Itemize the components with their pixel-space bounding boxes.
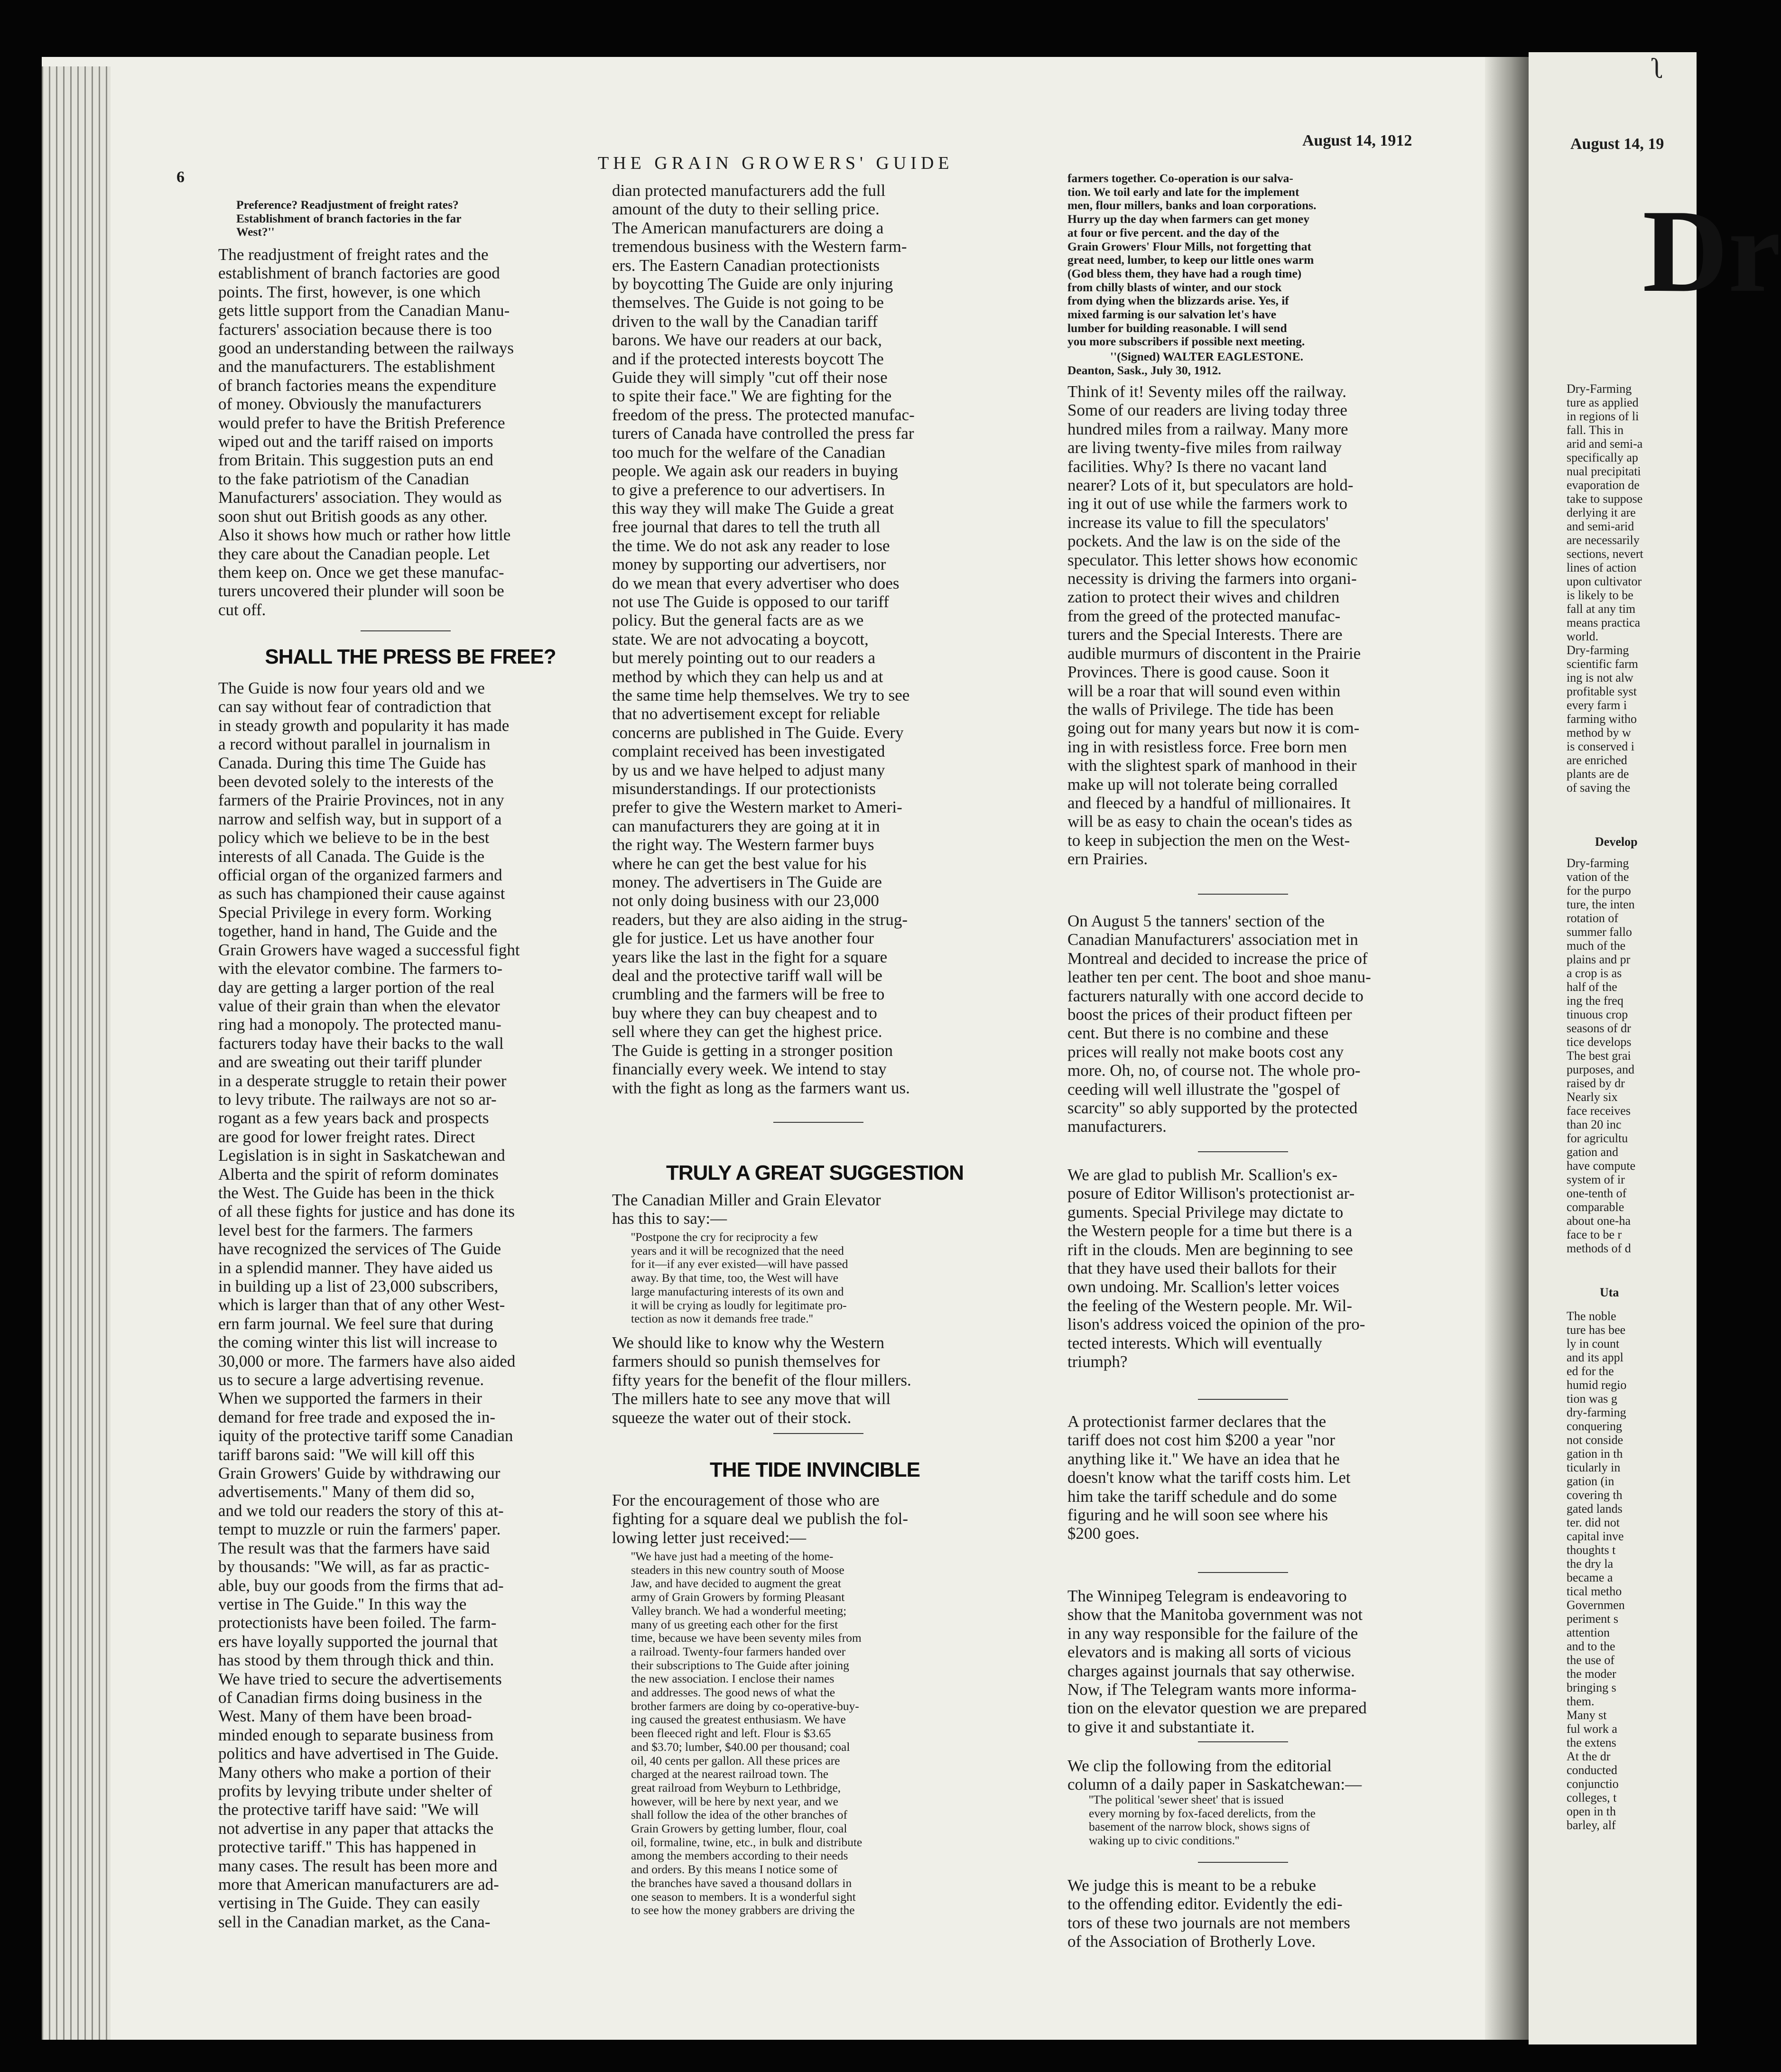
masthead-title: THE GRAIN GROWERS' GUIDE (598, 153, 954, 173)
section-divider (773, 1122, 863, 1123)
col1-lead-quote: Preference? Readjustment of freight rates? Establishment of branch factories in the far West?'' (236, 198, 462, 239)
heading-shall-the-press-be-free: SHALL THE PRESS BE FREE? (265, 645, 556, 668)
section-divider (1198, 1399, 1288, 1400)
page-gutter-shadow (1485, 57, 1529, 2040)
heading-truly-a-great-suggestion: TRULY A GREAT SUGGESTION (666, 1161, 964, 1184)
section-divider (1198, 1151, 1288, 1152)
adjacent-page-column-1: Dry-Farming ture as applied in regions of li fall. This in arid and semi-a specifically ap nual precipitati evaporation de take to suppose derlying it are and semi-arid are necessarily sections, nevert lines of action upon cultivator is likely to be fall at any tim means practica world. Dry-farming scientific farm ing is not alw profitable syst every farm i farming witho method by w is conserved i are enriched plants are de of saving the (1567, 382, 1643, 795)
adjacent-page-title: Dr (1642, 185, 1781, 317)
col1-paragraph-1: The readjustment of freight rates and the establishment of branch factories are good points. The first, however, is one which gets little support from the Canadian Manu- facturers' association because there is too good an understanding between the railways and the manufacturers. The establishment of branch factories means the expenditure of money. Obviously the manufacturers would prefer to have the British Preference wiped out and the tariff raised on imports from Britain. This suggestion puts an end to the fake patriotism of the Canadian Manufacturers' association. They would as soon shut out British goods as any other. Also it shows how much or rather how little they care about the Canadian people. Let them keep on. Once we get these manufac- turers uncovered their plunder will soon be cut off. (218, 245, 514, 619)
letter-dateline: Deanton, Sask., July 30, 1912. (1067, 363, 1221, 377)
col2-paragraph-4: For the encouragement of those who are fighting for a square deal we publish the fol- lowing letter just received:— (612, 1491, 908, 1547)
col2-paragraph-2: The Canadian Miller and Grain Elevator has this to say:— (612, 1191, 881, 1228)
col3-paragraph-2: On August 5 the tanners' section of the Canadian Manufacturers' association met in Montreal and decided to increase the price of leather ten per cent. The boot and shoe manu- facturers naturally with one accord decide to boost the prices of their product fifteen per cent. But there is no combine and these prices will really not make boots cost any more. Oh, no, of course not. The whole pro- ceeding will well illustrate the ''gospel of scarcity'' so ably supported by the protected manufacturers. (1067, 912, 1371, 1136)
section-divider (1198, 894, 1288, 895)
col3-paragraph-7: We judge this is meant to be a rebuke to the offending editor. Evidently the edi- tors of these two journals are not members of the Association of Brotherly Love. (1067, 1876, 1350, 1951)
adjacent-page-column-2: Dry-farming vation of the for the purpo ture, the inten rotation of summer fallo much of the plains and pr a crop is as half of the ing the freq tinuous crop seasons of dr tice develops The best grai purposes, and raised by dr Nearly six face receives than 20 inc for agricultu gation and have compute system of ir one-tenth of comparable about one-ha face to be r methods of d (1567, 856, 1636, 1255)
page-number: 6 (176, 168, 185, 186)
col3-paragraph-6: We clip the following from the editorial column of a daily paper in Saskatchewan:— (1067, 1757, 1362, 1794)
heading-the-tide-invincible: THE TIDE INVINCIBLE (709, 1458, 920, 1481)
section-divider (1198, 1741, 1288, 1742)
adjacent-page-subhead-1: Develop (1595, 835, 1638, 849)
book-binding-edge (42, 66, 111, 2040)
col3-paragraph-3: We are glad to publish Mr. Scallion's ex- posure of Editor Willison's protectionist ar- guments. Special Privilege may dictate to the Western people for a time but there is a rift in the clouds. Men are beginning to see that they have used their ballots for their own undoing. Mr. Scallion's letter voices the feeling of the Western people. Mr. Wil- lison's address voiced the opinion of the pro- tected interests. Which will eventually triumph? (1067, 1166, 1365, 1371)
letter-signature: ''(Signed) WALTER EAGLESTONE. (1110, 350, 1303, 363)
adjacent-page-fragment (1529, 52, 1781, 2044)
col3-letter-continued: farmers together. Co-operation is our salva- tion. We toil early and late for the implement men, flour millers, banks and loan corporations. Hurry up the day when farmers can get money at four or five percent. and the day of the Grain Growers' Flour Mills, not forgetting that great need, lumber, to keep our little ones warm (God bless them, they have had a rough time) from chilly blasts of winter, and our stock from dying when the blizzards arise. Yes, if mixed farming is our salvation let's have lumber for building reasonable. I will send you more subscribers if possible next meeting. (1067, 171, 1317, 349)
pencil-mark-icon: ʅ (1652, 53, 1665, 84)
section-divider (361, 630, 451, 631)
adjacent-page-column-3: The noble ture has bee ly in count and its appl ed for the humid regio tion was g dry-farming conquering not conside gation in th ticularly in gation (in covering th gated lands ter. did not capital inve thoughts t the dry la became a tical metho Governmen periment s attention and to the the use of the moder bringing s them. Many st ful work a the extens At the dr conducted conjunctio colleges, t open in th barley, alf (1567, 1309, 1627, 1832)
col2-paragraph-1: dian protected manufacturers add the full amount of the duty to their selling price. The American manufacturers are doing a tremendous business with the Western farm- ers. The Eastern Canadian protectionists by boycotting The Guide are only injuring themselves. The Guide is not going to be driven to the wall by the Canadian tariff barons. We have our readers at our back, and if the protected interests boycott The Guide they will simply ''cut off their nose to spite their face.'' We are fighting for the freedom of the press. The protected manufac- turers of Canada have controlled the press far too much for the welfare of the Canadian people. We again ask our readers in buying to give a preference to our advertisers. In this way they will make The Guide a great free journal that dares to tell the truth all the time. We do not ask any reader to lose money by supporting our advertisers, nor do we mean that every advertiser who does not use The Guide is opposed to our tariff policy. But the general facts are as we state. We are not advocating a boycott, but merely pointing out to our readers a method by which they can help us and at the same time help themselves. We try to see that no advertisement except for reliable concerns are published in The Guide. Every complaint received has been investigated by us and we have helped to adjust many misunderstandings. If our protectionists prefer to give the Western market to Ameri- can manufacturers they are going at it in the right way. The Western farmer buys where he can get the best value for his money. The advertisers in The Guide are not only doing business with our 23,000 readers, but they are also aiding in the strug- gle for justice. Let us have another four years like the last in the fight for a square deal and the protective tariff wall will be crumbling and the farmers will be free to buy where they can buy cheapest and to sell where they can get the highest price. The Guide is getting in a stronger position financially every week. We intend to stay with the fight as long as the farmers want us. (612, 181, 915, 1097)
issue-date: August 14, 1912 (1302, 132, 1412, 149)
col3-paragraph-5: The Winnipeg Telegram is endeavoring to show that the Manitoba government was not in any way responsible for the failure of the elevators and is making all sorts of vicious charges against journals that say otherwise. Now, if The Telegram wants more informa- tion on the elevator question we are prepared to give it and substantiate it. (1067, 1587, 1367, 1736)
adjacent-page-date: August 14, 19 (1570, 135, 1664, 153)
col2-paragraph-3: We should like to know why the Western farmers should so punish themselves for fifty years for the benefit of the flour millers. The millers hate to see any move that will squeeze the water out of their stock. (612, 1333, 911, 1427)
col1-paragraph-2: The Guide is now four years old and we can say without fear of contradiction that in steady growth and popularity it has made a record without parallel in journalism in Canada. During this time The Guide has been devoted solely to the interests of the farmers of the Prairie Provinces, not in any narrow and selfish way, but in support of a policy which we believe to be in the best interests of all Canada. The Guide is the official organ of the organized farmers and as such has championed their cause against Special Privilege in every form. Working together, hand in hand, The Guide and the Grain Growers have waged a successful fight with the elevator combine. The farmers to- day are getting a larger portion of the real value of their grain than when the elevator ring had a monopoly. The protected manu- facturers today have their backs to the wall and are sweating out their tariff plunder in a desperate struggle to retain their power to levy tribute. The railways are not so ar- rogant as a few years back and prospects are good for lower freight rates. Direct Legislation is in sight in Saskatchewan and Alberta and the spirit of reform dominates the West. The Guide has been in the thick of all these fights for justice and has done its level best for the farmers. The farmers have recognized the services of The Guide in a splendid manner. They have aided us in building up a list of 23,000 subscribers, which is larger than that of any other West- ern farm journal. We feel sure that during the coming winter this list will increase to 30,000 or more. The farmers have also aided us to secure a large advertising revenue. When we supported the farmers in their demand for free trade and exposed the in- iquity of the protective tariff some Canadian tariff barons said: ''We will kill off this Grain Growers' Guide by withdrawing our advertisements.'' Many of them did so, and we told our readers the story of this at- tempt to muzzle or ruin the farmers' paper. The result was that the farmers have said by thousands: ''We will, as far as practic- able, buy our goods from the firms that ad- vertise in The Guide.'' In this way the protectionists have been foiled. The farm- ers have loyally supported the journal that has stood by them through thick and thin. We have tried to secure the advertisements of Canadian firms doing business in the West. Many of them have been broad- minded enough to separate business from politics and have advertised in The Guide. Many others who make a portion of their profits by levying tribute under shelter of the protective tariff have said: ''We will not advertise in any paper that attacks the protective tariff.'' This has happened in many cases. The result has been more and more that American manufacturers are ad- vertising in The Guide. They can easily sell in the Canadian market, as the Cana- (218, 679, 520, 1931)
col2-letter-quote: ''We have just had a meeting of the home- steaders in this new country south of Moose Jaw, and have decided to augment the great army of Grain Growers by forming Pleasant Valley branch. We had a wonderful meeting; many of us greeting each other for the first time, because we have been seventy miles from a railroad. Twenty-four farmers handed over their subscriptions to The Guide after joining the new association. I enclose their names and addresses. The good news of what the brother farmers are doing by co-operative-buy- ing caused the greatest enthusiasm. We have been fleeced right and left. Flour is $3.65 and $3.70; lumber, $40.00 per thousand; coal oil, 40 cents per gallon. All these prices are charged at the nearest railroad town. The great railroad from Weyburn to Lethbridge, however, will be here by next year, and we shall follow the idea of the other branches of Grain Growers by getting lumber, flour, coal oil, formaline, twine, etc., in bulk and distribute among the members according to their needs and orders. By this means I notice some of the branches have saved a thousand dollars in one season to members. It is a wonderful sight to see how the money grabbers are driving the (631, 1549, 863, 1917)
col2-quote-canadian-miller: ''Postpone the cry for reciprocity a few years and it will be recognized that the need for it—if any ever existed—will have passed away. By that time, too, the West will have large manufacturing interests of its own and it will be crying as loudly for legitimate pro- tection as now it demands free trade.'' (631, 1230, 848, 1326)
adjacent-page-subhead-2: Uta (1600, 1286, 1619, 1299)
col3-quote-sewer-sheet: ''The political 'sewer sheet' that is issued every morning by fox-faced derelicts, from the basement of the narrow block, shows signs of waking up to civic conditions.'' (1089, 1793, 1316, 1848)
section-divider (1198, 1862, 1288, 1863)
col3-paragraph-1: Think of it! Seventy miles off the railway. Some of our readers are living today three hundred miles from a railway. Many more are living twenty-five miles from railway facilities. Why? Is there no vacant land nearer? Lots of it, but speculators are hold- ing it out of use while the farmers work to increase its value to fill the speculators' pockets. And the law is on the side of the speculator. This letter shows how economic necessity is driving the farmers into organi- zation to protect their wives and children from the greed of the protected manufac- turers and the Special Interests. There are audible murmurs of discontent in the Prairie Provinces. There is good cause. Soon it will be a roar that will sound even within the walls of Privilege. The tide has been going out for many years but now it is com- ing in with resistless force. Free born men with the slightest spark of manhood in their make up will not tolerate being corralled and fleeced by a handful of millionaires. It will be as easy to chain the ocean's tides as to keep in subjection the men on the West- ern Prairies. (1067, 382, 1361, 869)
section-divider (1198, 1572, 1288, 1573)
col3-paragraph-4: A protectionist farmer declares that the tariff does not cost him $200 a year ''nor anything like it.'' We have an idea that he doesn't know what the tariff costs him. Let him take the tariff schedule and do some figuring and he will soon see where his $200 goes. (1067, 1412, 1351, 1543)
section-divider (773, 1433, 863, 1434)
